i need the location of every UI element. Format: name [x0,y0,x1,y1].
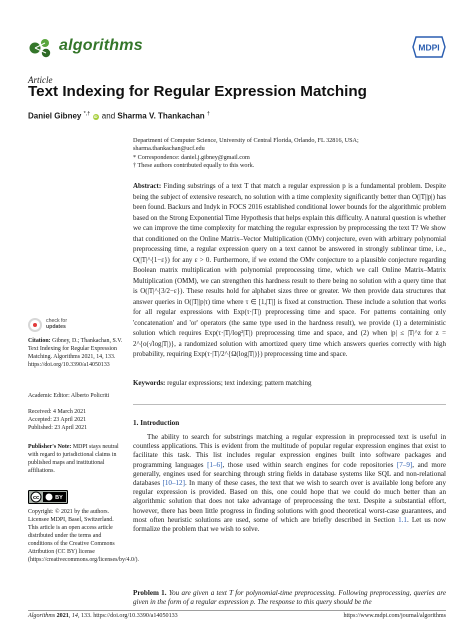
abstract-text: Finding substrings of a text T that match a regular expression p is a fundamental problem. Despite being the subject of extensive research, no solution with a time complexity significantly better than O(|T||p|) has been found. Backurs and Indyk in FOCS 2016 established conditional lower bounds for the algorithmic problem based on the Strong Exponential Time Hypothesis that helps explain this difficulty. A natural question is whether we can improve the time complexity for matching the regular expression by preprocessing the text T? We show that conditioned on the Online Matrix–Vector Multiplication (OMv) conjecture, even with arbitrary polynomial preprocessing time, a regular expression query on a text cannot be answered in strongly sublinear time, i.e., O(|T|^{1−ε}) for any ε > 0. Furthermore, if we extend the OMv conjecture to a plausible conjecture regarding Boolean matrix multiplication with polynomial preprocessing time, which we call Online Matrix–Matrix Multiplication (OMM), we can strengthen this hardness result to there being no solution with a query time that is O(|T|^{3/2−ε}). These results hold for alphabet sizes three or greater. We then provide data structures that answer queries in O(|T||p|τ) time where τ ∈ [1,|T|] is fixed at construction. These include a solution that works for all regular expressions with Exp(τ·|T|) preprocessing time and space. For patterns containing only 'concatenation' and 'or' operators (the same type used in the hardness result), we provide (1) a deterministic solution which requires Exp(τ·|T|/log²|T|) preprocessing time and space, and (2) when |p| ≤ |T|^z for z = 2^{o(√log|T|)}, a randomized solution with amortized query time which answers queries correctly with high probability, requiring Exp(τ·|T|/2^{Ω(log|T|)}) preprocessing time and space. [133,182,447,358]
check-for-updates-button[interactable] [28,318,88,334]
correspondence-line[interactable]: * Correspondence: daniel.j.gibney@gmail.com [133,153,250,161]
equal-contribution-note: † These authors contributed equally to this work. [133,161,255,169]
section-link[interactable]: 1.1 [398,515,407,524]
mdpi-logo-icon [412,36,446,58]
author-2-sup: † [206,111,210,117]
article-type: Article [28,75,53,85]
problem-statement [133,589,446,607]
intro-text-c: , and more generally, engines used for searching through string fields in database systems like SQL and non-relational databases [133,460,446,488]
footer-url[interactable]: https://www.mdpi.com/journal/algorithms [343,613,446,619]
page-title: Text Indexing for Regular Expression Matching [28,83,367,100]
citation-link[interactable]: [10–12] [162,479,185,488]
citation-label: Citation: [28,338,51,344]
copyright-block: Copyright: © 2021 by the authors. Licensee MDPI, Basel, Switzerland. This article is an open access article distributed under the terms and conditions of the Creative Commons Attribution (CC BY) license (https://creativecommons.org/licenses/by/4.0/). [28,509,139,563]
author-1-sup: *,† [83,111,91,117]
author-2[interactable]: Sharma V. Thankachan [117,111,205,121]
journal-name: algorithms [59,37,143,54]
received-date: Received: 4 March 2021 [28,409,87,415]
affiliation-email[interactable]: sharma.thankachan@ucf.edu [133,145,205,153]
footer-citation[interactable]: Algorithms 2021, 14, 133. https://doi.org/10.3390/a14050133 [28,613,178,619]
publisher-name: MDPI [418,42,440,53]
keywords-text: regular expressions; text indexing; pattern matching [167,379,312,387]
footer-year: 2021 [56,613,69,619]
abstract-label: Abstract: [133,182,162,190]
svg-text:cc: cc [32,495,40,502]
affiliations [133,137,445,170]
intro-text-e: . Let us now formalize the problem that we wish to solve. [133,515,446,534]
intro-text-d: . In many of these cases, the text that we wish to search over is available long before any regular expression is provided. Based on this, one could hope that we could do much better than an algorithmic solution that does not take advantage of preprocessing the text. Despite a substantial effort, however, there has been little progress in finding solutions with good theoretical worst-case guarantees, and most often heuristic solutions are used, some of which are briefly described in Section [133,479,446,524]
citation-block [28,337,124,369]
citation-link[interactable]: [7–9] [396,460,413,469]
author-connector: and [101,111,116,121]
svg-text:BY: BY [55,495,63,502]
footer-divider [28,610,446,611]
intro-text-b: , those used within search engines for code repositories [222,460,397,469]
check-updates-line1: check for [46,318,68,324]
orcid-icon[interactable]: iD [93,113,98,119]
publisher-note-text: MDPI stays neutral with regard to jurisdictional claims in published maps and institutional affiliations. [28,444,119,474]
publisher-note-label: Publisher's Note: [28,444,72,450]
introduction-paragraph [133,433,446,534]
section-heading: 1. Introduction [133,419,180,427]
cc-by-license-icon[interactable] [28,490,68,504]
dates-block [28,408,124,432]
author-line [28,111,210,121]
keywords [133,379,446,387]
academic-editor: Academic Editor: Alberto Policriti [28,393,110,399]
intro-text-a: The ability to search for substrings matching a regular expression in preprocessed text is useful in countless applications. This is evident from the multitude of popular regular expression engines that exist to facilitate this task. This list includes regular expression engines built into software packages and programming languages [133,433,446,469]
abstract [133,181,446,360]
published-date: Published: 23 April 2021 [28,425,88,431]
journal-header [28,36,446,60]
problem-text: You are given a text T for polynomial-time preprocessing. Following preprocessing, queries are given in the form of a regular expression p. The response to this query should be the [133,589,447,607]
author-1[interactable]: Daniel Gibney [28,111,82,121]
affiliation-line: Department of Computer Science, University of Central Florida, Orlando, FL 32816, USA; [133,137,359,144]
citation-link[interactable]: [1–6] [207,460,223,469]
section-divider [133,404,446,405]
algorithms-logo-icon [28,37,54,59]
accepted-date: Accepted: 23 April 2021 [28,417,87,423]
footer-volume: 14 [71,613,78,619]
publisher-note [28,443,124,475]
check-updates-icon [28,318,42,332]
footer-journal: Algorithms [28,613,56,619]
keywords-label: Keywords: [133,379,166,387]
footer-doi: , 133. https://doi.org/10.3390/a14050133 [77,613,178,619]
citation-text[interactable]: Gibney, D.; Thankachan, S.V. Text Indexing for Regular Expression Matching. Algorithms 2021, 14, 133. https://doi.org/10.3390/a14050133 [28,338,123,368]
check-updates-line2: updates [46,324,66,330]
problem-label: Problem 1. [133,589,167,597]
